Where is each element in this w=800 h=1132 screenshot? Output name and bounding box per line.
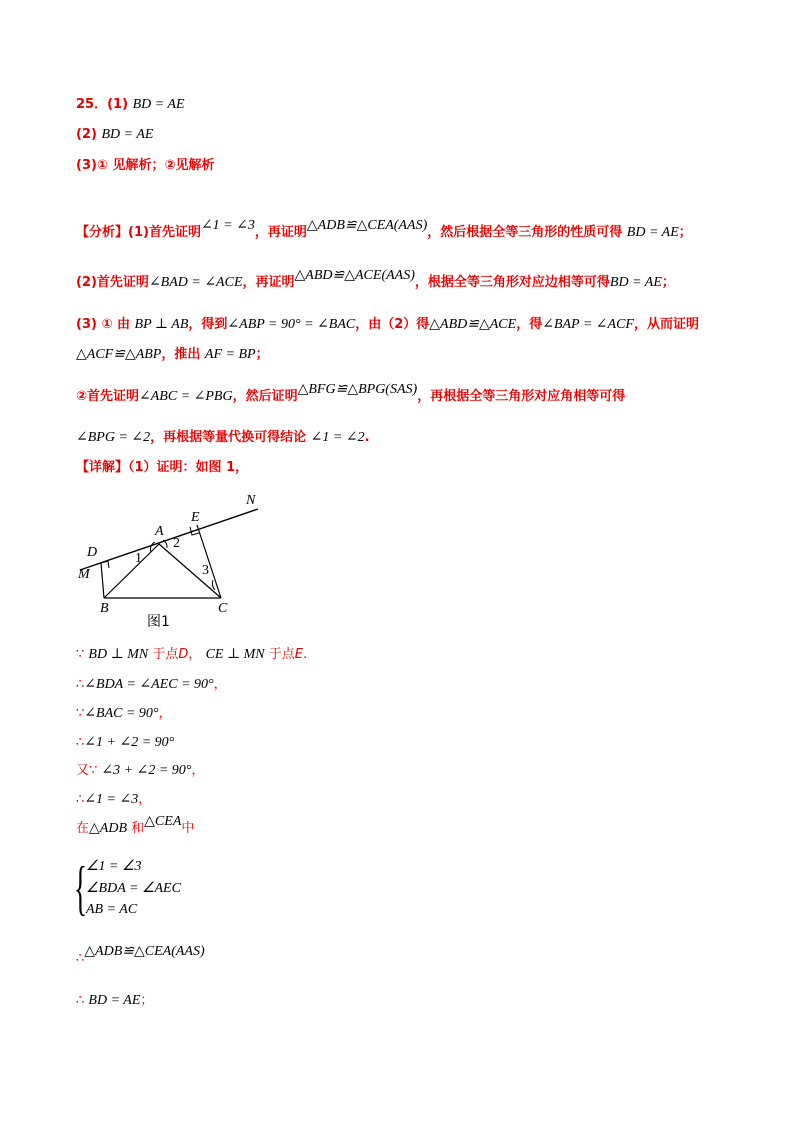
text: ∴ (76, 993, 85, 1008)
system-line-3: AB = AC (86, 902, 138, 917)
system-brace: { (74, 855, 87, 921)
math: ∠BPG = ∠2 (76, 430, 151, 445)
step-3 (76, 703, 172, 725)
analysis-tag: 【分析】 (76, 225, 129, 240)
text: ∴ (76, 735, 85, 750)
detail-tag: 【详解】 (76, 460, 129, 475)
math: ∠ABC = ∠PBG (139, 389, 233, 404)
math: ∠BAP = ∠ACF (542, 317, 634, 332)
math: △ABD≌△ACE (429, 317, 517, 332)
text: ， (191, 763, 205, 778)
system-line-2: ∠BDA = ∠AEC (86, 881, 181, 896)
text: ∴ (76, 951, 85, 966)
math: BD = AE (88, 993, 141, 1008)
text: ； (678, 225, 692, 240)
part2-label: (2) (76, 127, 97, 142)
text: ，再证明 (254, 225, 307, 240)
analysis-line-1 (76, 218, 692, 244)
math: BP ⊥ AB (134, 317, 189, 332)
text: ， (213, 677, 227, 692)
math: △ADB≌△CEA(AAS) (84, 944, 205, 959)
math: ∠1 = ∠2 (310, 430, 365, 445)
detail-heading-text: （1）证明：如图 1， (128, 460, 249, 475)
math: △ADB≌△CEA(AAS) (306, 218, 428, 233)
math: ∠1 = ∠3 (200, 218, 255, 233)
step-2 (76, 674, 227, 696)
line-mn (80, 509, 258, 570)
math: △ADB (89, 821, 127, 836)
text: ∴ (76, 792, 85, 807)
angle-label-1: 1 (135, 551, 142, 566)
text: ， (158, 706, 172, 721)
text: (2)首先证明 (76, 275, 149, 290)
text: ，再证明 (242, 275, 295, 290)
text: 又∵ (76, 763, 98, 778)
math: ∠BAC = 90° (84, 706, 159, 721)
text: ②首先证明 (76, 389, 140, 404)
text: 于点 (152, 647, 179, 662)
text: (3) ① 由 (76, 317, 130, 332)
detail-heading (76, 457, 248, 479)
step-6 (76, 789, 151, 811)
math: BD = AE (626, 225, 679, 240)
text: ，得 (516, 317, 543, 332)
math: ∠BAD = ∠ACE (148, 275, 243, 290)
angle-label-2: 2 (173, 536, 180, 551)
q25-math: BD = AE (132, 97, 185, 112)
analysis-line-5 (76, 382, 626, 408)
math: BD = AE (609, 275, 662, 290)
q25-label: 25．(1) (76, 97, 129, 112)
step-1 (76, 644, 307, 666)
text: 在 (76, 821, 90, 836)
text: ，推出 (161, 347, 201, 362)
text: ； (140, 993, 154, 1008)
math: ∠ABP = 90° = ∠BAC (227, 317, 356, 332)
text: ， (138, 792, 152, 807)
label-m: M (78, 567, 90, 582)
step-4 (76, 732, 174, 754)
text: 和 (131, 821, 145, 836)
figure-caption: 图1 (147, 614, 170, 630)
math: △ABD≌△ACE(AAS) (294, 268, 415, 283)
text: ，由（2）得 (355, 317, 430, 332)
math: ∠3 + ∠2 = 90° (101, 763, 192, 778)
analysis-line-3 (76, 314, 699, 336)
analysis-line-6 (76, 427, 370, 449)
system-line-1: ∠1 = ∠3 (86, 859, 142, 874)
label-b: B (100, 601, 109, 616)
step-9 (76, 990, 153, 1012)
label-c: C (218, 601, 228, 616)
segment-bd (101, 563, 104, 598)
text: ，得到 (188, 317, 228, 332)
analysis-line-4 (76, 344, 269, 366)
step-7 (76, 814, 195, 840)
math: AF = BP (204, 347, 256, 362)
math: △ACF≌△ABP (76, 347, 162, 362)
q25-part2-line (76, 124, 153, 146)
text: ，根据全等三角形对应边相等可得 (414, 275, 610, 290)
part2-math: BD = AE (101, 127, 154, 142)
part3-text: (3)① 见解析；②见解析 (76, 158, 215, 173)
text: ∵ (76, 706, 85, 721)
step-8 (76, 944, 205, 970)
q25-part3-line (76, 155, 214, 177)
text: D (178, 647, 189, 662)
math: △CEA (144, 814, 182, 829)
text: ，然后根据全等三角形的性质可得 (427, 225, 623, 240)
text: . (364, 430, 370, 445)
math: CE ⊥ MN (205, 647, 265, 662)
angle-label-3: 3 (202, 563, 209, 578)
text: ； (255, 347, 269, 362)
text: ∴ (76, 677, 85, 692)
text: 中 (181, 821, 195, 836)
math: △BFG≌△BPG(SAS) (297, 382, 418, 397)
figure-1 (75, 490, 275, 630)
text: ， (188, 647, 202, 662)
angle-arc-3 (212, 580, 215, 590)
math: ∠1 = ∠3 (84, 792, 139, 807)
analysis-line-2 (76, 268, 675, 294)
text: ∵ (76, 647, 85, 662)
text: . (303, 647, 308, 662)
math: ∠1 + ∠2 = 90° (84, 735, 175, 750)
math: ∠BDA = ∠AEC = 90° (84, 677, 214, 692)
step-5 (76, 760, 204, 782)
math: BD ⊥ MN (88, 647, 149, 662)
text: ，然后证明 (232, 389, 298, 404)
text: ，再根据等量代换可得结论 (150, 430, 307, 445)
label-n: N (246, 493, 256, 508)
text: (1)首先证明 (128, 225, 201, 240)
q25-answer-line (76, 94, 185, 116)
text: ，再根据全等三角形对应角相等可得 (417, 389, 626, 404)
text: E (294, 647, 304, 662)
label-d: D (87, 545, 98, 560)
label-a: A (155, 524, 164, 539)
text: ； (661, 275, 675, 290)
text: ，从而证明 (633, 317, 699, 332)
text: 于点 (268, 647, 295, 662)
label-e: E (191, 510, 200, 525)
